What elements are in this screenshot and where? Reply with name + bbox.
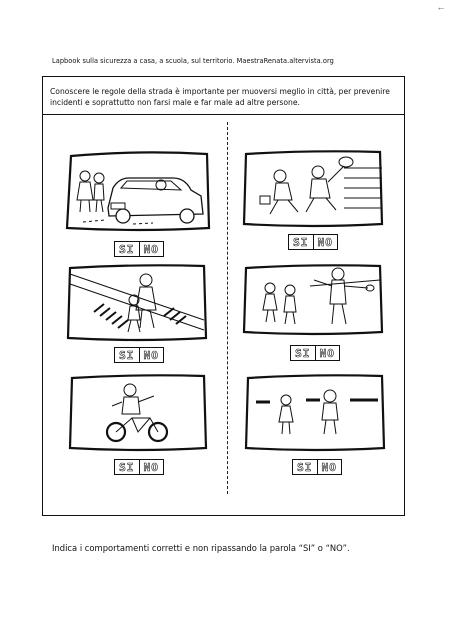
scene-child-on-bicycle <box>66 372 210 452</box>
intro-divider <box>42 114 405 115</box>
intro-text: Conoscere le regole della strada è importante per muoversi meglio in città, per prevenire incidenti e soprattutto non farsi male e far male ad altre persone. <box>50 87 390 107</box>
answer-yes-5[interactable]: SI <box>115 460 140 474</box>
scene-traffic-officer <box>240 262 386 336</box>
answer-box-5[interactable] <box>114 459 164 475</box>
answer-no-5[interactable]: NO <box>143 460 159 474</box>
instruction-text: Indica i comportamenti corretti e non ripassando la parola “SI” o “NO”. <box>52 543 350 553</box>
answer-yes-4[interactable]: SI <box>291 346 316 360</box>
answer-box-6[interactable] <box>292 459 342 475</box>
dashed-cut-line <box>227 122 228 494</box>
answer-yes-3[interactable]: SI <box>115 348 140 362</box>
answer-no-3[interactable]: NO <box>143 348 159 362</box>
answer-yes-2[interactable]: SI <box>289 235 314 249</box>
answer-yes-6[interactable]: SI <box>293 460 318 474</box>
answer-no-2[interactable]: NO <box>317 235 333 249</box>
scene-children-crossing <box>242 372 388 452</box>
answer-no-6[interactable]: NO <box>321 460 337 474</box>
scene-kids-running <box>240 148 386 228</box>
answer-no-1[interactable]: NO <box>143 242 159 256</box>
answer-box-4[interactable] <box>290 345 340 361</box>
scene-children-by-car <box>63 148 213 234</box>
corner-arrow-mark: ← <box>436 2 446 12</box>
answer-box-1[interactable] <box>114 241 164 257</box>
answer-box-3[interactable] <box>114 347 164 363</box>
answer-yes-1[interactable]: SI <box>115 242 140 256</box>
answer-box-2[interactable] <box>288 234 338 250</box>
scene-zebra-crossing <box>64 262 210 342</box>
answer-no-4[interactable]: NO <box>319 346 335 360</box>
worksheet-header: Lapbook sulla sicurezza a casa, a scuola, sul territorio. MaestraRenata.altervista.org <box>52 57 334 65</box>
